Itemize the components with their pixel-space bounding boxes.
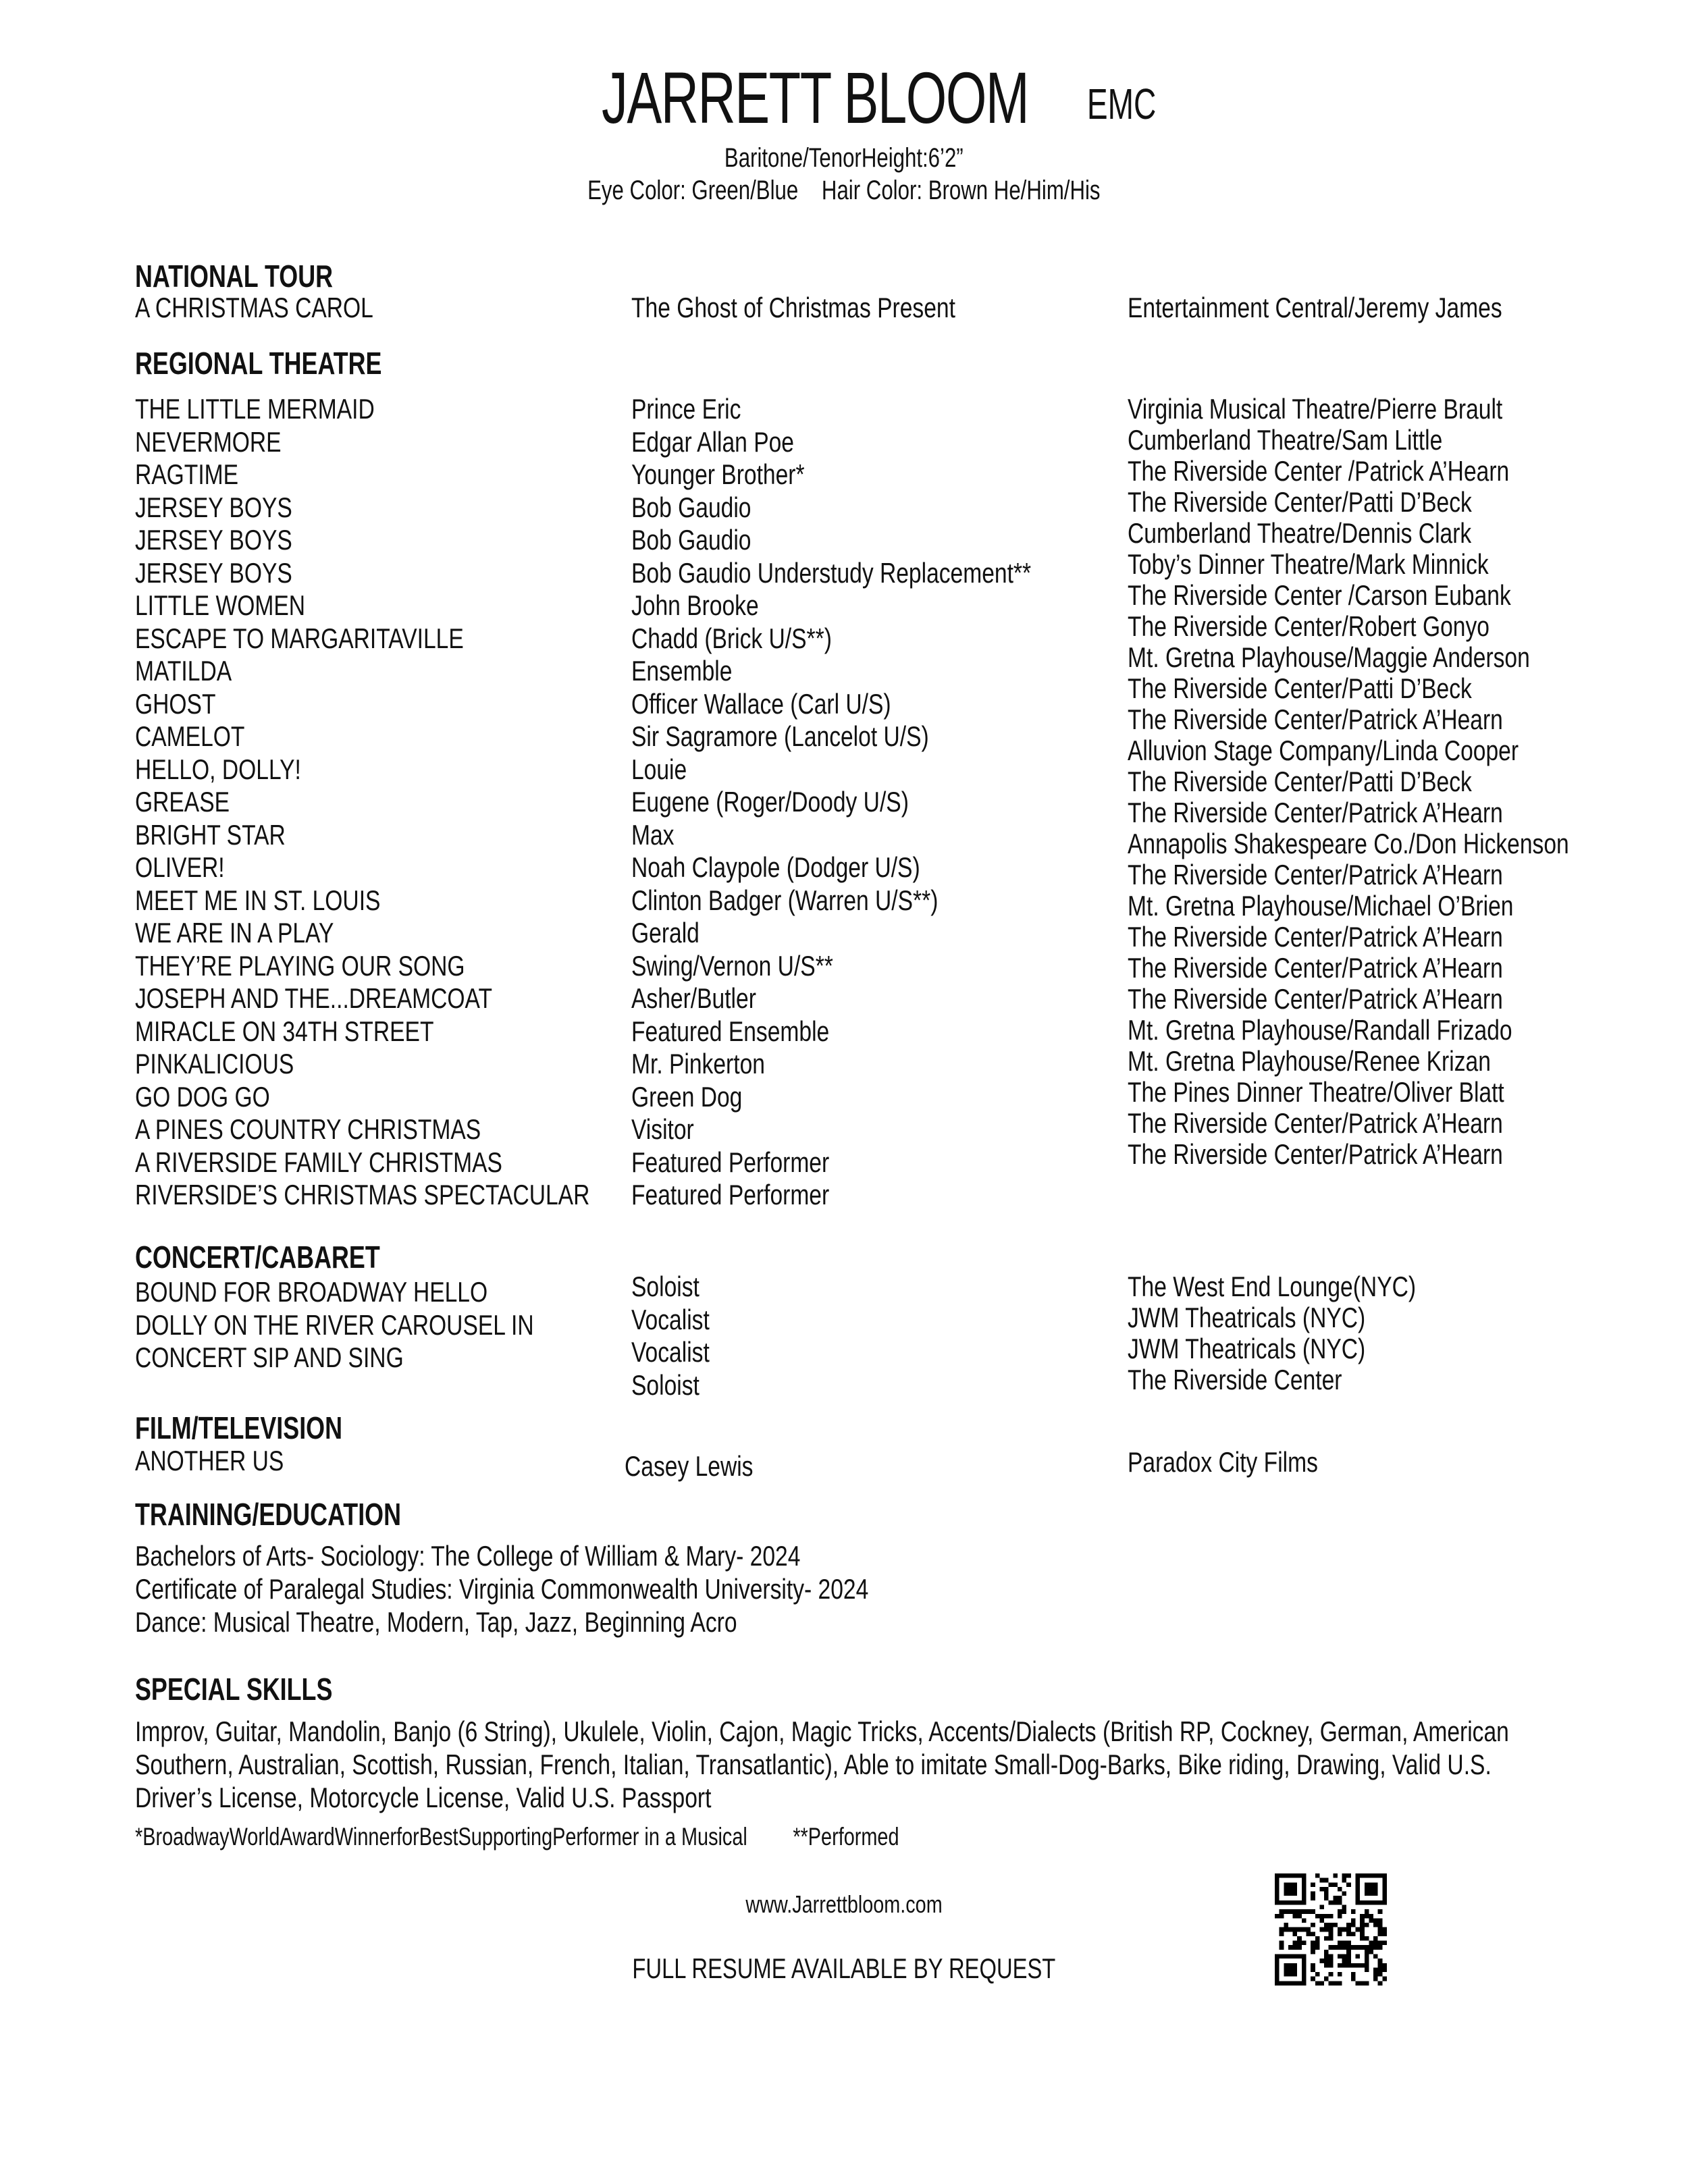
skills-lines [135, 1715, 1688, 1814]
concert-roles-column [631, 1271, 729, 1402]
regional-show-item: MIRACLE ON 34TH STREET [135, 1015, 434, 1047]
regional-show-item: BRIGHT STAR [135, 818, 286, 851]
regional-show-item: JERSEY BOYS [135, 491, 292, 523]
regional-company-item: The Riverside Center /Patrick A’Hearn [1128, 455, 1510, 487]
concert-show-item: DOLLY ON THE RIVER CAROUSEL IN [135, 1308, 534, 1341]
regional-show-item: PINKALICIOUS [135, 1048, 294, 1080]
regional-company-item: The Pines Dinner Theatre/Oliver Blatt [1128, 1076, 1504, 1108]
regional-theatre-heading: REGIONAL THEATRE [135, 346, 382, 381]
concert-companies-column [1128, 1271, 1488, 1395]
voice-height-line: Baritone/TenorHeight:6’2” [724, 143, 964, 173]
concert-company-item: JWM Theatricals (NYC) [1128, 1302, 1366, 1333]
regional-show-item: JERSEY BOYS [135, 556, 292, 589]
regional-role-item: Max [631, 818, 675, 851]
regional-company-item: The Riverside Center/Patrick A’Hearn [1128, 859, 1503, 890]
regional-company-item: The Riverside Center/Patrick A’Hearn [1128, 983, 1503, 1015]
training-education-heading: TRAINING/EDUCATION [135, 1497, 401, 1532]
regional-show-item: LITTLE WOMEN [135, 589, 306, 621]
national-tour-company: Entertainment Central/Jeremy James [1128, 292, 1502, 323]
regional-role-item: Younger Brother* [631, 458, 805, 490]
regional-show-item: RIVERSIDE’S CHRISTMAS SPECTACULAR [135, 1179, 590, 1210]
regional-role-item: Mr. Pinkerton [631, 1048, 765, 1080]
regional-company-item: Mt. Gretna Playhouse/Randall Frizado [1128, 1014, 1512, 1046]
regional-show-item: ESCAPE TO MARGARITAVILLE [135, 622, 464, 654]
concert-role-item: Vocalist [631, 1303, 710, 1335]
regional-show-item: A RIVERSIDE FAMILY CHRISTMAS [135, 1146, 502, 1178]
regional-show-item: HELLO, DOLLY! [135, 753, 301, 785]
regional-shows-column [135, 393, 704, 1212]
regional-role-item: John Brooke [631, 589, 759, 621]
skills-line: Driver’s License, Motorcycle License, Valid U.S. Passport [135, 1782, 712, 1813]
concert-company-item: JWM Theatricals (NYC) [1128, 1333, 1366, 1364]
regional-role-item: Chadd (Brick U/S**) [631, 622, 832, 654]
regional-role-item: Ensemble [631, 655, 733, 687]
award-note: *BroadwayWorldAwardWinnerforBestSupportingPerformer in a Musical [135, 1823, 747, 1850]
union-status: EMC [1087, 80, 1157, 128]
film-company: Paradox City Films [1128, 1446, 1318, 1478]
regional-company-item: The Riverside Center/Patti D’Beck [1128, 766, 1472, 797]
regional-show-item: MATILDA [135, 655, 232, 687]
national-tour-heading: NATIONAL TOUR [135, 259, 334, 294]
request-line [0, 1952, 1688, 1985]
regional-show-item: GO DOG GO [135, 1080, 270, 1113]
regional-show-item: OLIVER! [135, 851, 225, 883]
skills-line: Improv, Guitar, Mandolin, Banjo (6 String), Ukulele, Violin, Cajon, Magic Tricks, Accents/Dialects (British RP, Cockney, German, American [135, 1715, 1509, 1747]
regional-company-item: Alluvion Stage Company/Linda Cooper [1128, 735, 1519, 766]
regional-company-item: The Riverside Center/Patti D’Beck [1128, 486, 1472, 518]
regional-role-item: Green Dog [631, 1080, 743, 1113]
regional-show-item: JOSEPH AND THE...DREAMCOAT [135, 982, 492, 1014]
regional-company-item: Mt. Gretna Playhouse/Renee Krizan [1128, 1045, 1491, 1077]
regional-company-item: Toby’s Dinner Theatre/Mark Minnick [1128, 548, 1489, 580]
full-resume-note: FULL RESUME AVAILABLE BY REQUEST [632, 1952, 1056, 1984]
national-tour-show: A CHRISTMAS CAROL [135, 292, 373, 323]
special-skills-heading: SPECIAL SKILLS [135, 1672, 333, 1707]
regional-show-item: WE ARE IN A PLAY [135, 917, 334, 949]
regional-company-item: Virginia Musical Theatre/Pierre Brault [1128, 393, 1503, 425]
regional-show-item: GREASE [135, 786, 230, 818]
regional-company-item: The Riverside Center/Patrick A’Hearn [1128, 952, 1503, 984]
regional-company-item: Annapolis Shakespeare Co./Don Hickenson [1128, 828, 1569, 859]
regional-company-item: The Riverside Center/Patrick A’Hearn [1128, 1138, 1503, 1170]
regional-show-item: NEVERMORE [135, 425, 282, 458]
regional-show-item: THEY’RE PLAYING OUR SONG [135, 949, 465, 982]
regional-company-item: The Riverside Center/Patrick A’Hearn [1128, 797, 1503, 828]
regional-company-item: Cumberland Theatre/Dennis Clark [1128, 517, 1472, 549]
film-role: Casey Lewis [625, 1450, 754, 1482]
regional-role-item: Asher/Butler [631, 982, 756, 1014]
website-line [0, 1890, 1688, 1919]
skills-line: Southern, Australian, Scottish, Russian, French, Italian, Transatlantic), Able to imitate Small-Dog-Barks, Bike riding, Drawing, Valid U.S. [135, 1749, 1492, 1780]
regional-role-item: Edgar Allan Poe [631, 425, 794, 458]
regional-show-item: GHOST [135, 687, 216, 720]
national-tour-role: The Ghost of Christmas Present [631, 292, 955, 323]
regional-company-item: The Riverside Center/Patrick A’Hearn [1128, 1107, 1503, 1139]
website-link[interactable]: www.Jarrettbloom.com [745, 1890, 943, 1918]
concert-role-item: Soloist [631, 1271, 700, 1302]
film-television-heading: FILM/TELEVISION [135, 1410, 342, 1445]
regional-show-item: THE LITTLE MERMAID [135, 393, 375, 425]
performer-name: JARRETT BLOOM [601, 57, 1028, 138]
eye-hair-line: Eye Color: Green/Blue Hair Color: Brown He/Him/His [587, 176, 1101, 205]
regional-company-item: The Riverside Center/Patti D’Beck [1128, 672, 1472, 704]
regional-company-item: Cumberland Theatre/Sam Little [1128, 424, 1443, 456]
concert-show-item: BOUND FOR BROADWAY HELLO [135, 1276, 488, 1308]
performed-note: **Performed [793, 1823, 899, 1850]
regional-role-item: Clinton Badger (Warren U/S**) [631, 884, 939, 916]
footnotes [135, 1823, 1115, 1851]
regional-role-item: Featured Performer [631, 1179, 830, 1210]
concert-cabaret-heading: CONCERT/CABARET [135, 1240, 380, 1275]
regional-role-item: Bob Gaudio [631, 524, 751, 556]
concert-role-item: Vocalist [631, 1336, 710, 1368]
regional-company-item: The Riverside Center/Patrick A’Hearn [1128, 703, 1503, 735]
concert-role-item: Soloist [631, 1368, 700, 1401]
regional-role-item: Gerald [631, 917, 700, 949]
training-line: Dance: Musical Theatre, Modern, Tap, Jazz, Beginning Acro [135, 1606, 737, 1638]
training-line: Bachelors of Arts- Sociology: The College of William & Mary- 2024 [135, 1540, 801, 1572]
regional-company-item: The Riverside Center/Patrick A’Hearn [1128, 921, 1503, 953]
regional-role-item: Swing/Vernon U/S** [631, 949, 833, 982]
qr-code-icon[interactable] [1275, 1873, 1387, 1986]
regional-role-item: Louie [631, 753, 687, 785]
concert-shows-column [135, 1276, 633, 1375]
regional-role-item: Featured Performer [631, 1146, 830, 1178]
concert-company-item: The Riverside Center [1128, 1364, 1342, 1395]
name-header [0, 55, 1688, 140]
regional-role-item: Officer Wallace (Carl U/S) [631, 687, 891, 720]
regional-role-item: Sir Sagramore (Lancelot U/S) [631, 720, 929, 752]
regional-role-item: Eugene (Roger/Doody U/S) [631, 786, 909, 818]
regional-company-item: The Riverside Center/Robert Gonyo [1128, 610, 1489, 642]
concert-company-item: The West End Lounge(NYC) [1128, 1271, 1417, 1302]
regional-show-item: A PINES COUNTRY CHRISTMAS [135, 1113, 481, 1145]
film-show: ANOTHER US [135, 1445, 284, 1476]
regional-show-item: CAMELOT [135, 720, 245, 752]
regional-company-item: Mt. Gretna Playhouse/Michael O’Brien [1128, 890, 1514, 922]
regional-role-item: Visitor [631, 1113, 694, 1145]
regional-roles-column [631, 393, 1131, 1212]
regional-company-item: The Riverside Center /Carson Eubank [1128, 579, 1511, 611]
regional-companies-column [1128, 393, 1679, 1169]
training-lines [135, 1539, 1052, 1639]
regional-role-item: Bob Gaudio [631, 491, 751, 523]
training-line: Certificate of Paralegal Studies: Virginia Commonwealth University- 2024 [135, 1573, 869, 1605]
regional-role-item: Prince Eric [631, 393, 741, 425]
regional-show-item: RAGTIME [135, 458, 239, 490]
regional-show-item: MEET ME IN ST. LOUIS [135, 884, 381, 916]
regional-role-item: Bob Gaudio Understudy Replacement** [631, 556, 1032, 589]
regional-company-item: Mt. Gretna Playhouse/Maggie Anderson [1128, 641, 1530, 673]
regional-role-item: Featured Ensemble [631, 1015, 830, 1047]
concert-show-item: CONCERT SIP AND SING [135, 1341, 404, 1373]
regional-show-item: JERSEY BOYS [135, 524, 292, 556]
regional-role-item: Noah Claypole (Dodger U/S) [631, 851, 920, 883]
